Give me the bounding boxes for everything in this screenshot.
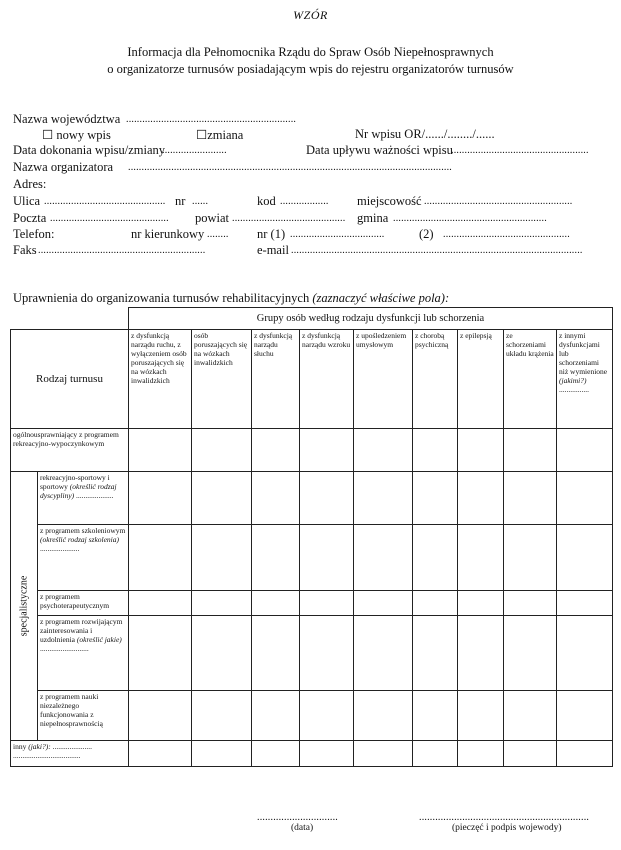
cell[interactable] (413, 741, 458, 767)
cell[interactable] (354, 472, 413, 525)
cell[interactable] (129, 741, 192, 767)
column-header-8-hint: (jakimi?) (559, 376, 587, 385)
commune-label: gmina (357, 211, 389, 225)
district-field[interactable]: .......................................... (232, 213, 346, 224)
cell[interactable] (354, 525, 413, 591)
street-label: Ulica (13, 194, 41, 208)
cell[interactable] (192, 429, 252, 472)
cell[interactable] (413, 591, 458, 616)
cell[interactable] (252, 616, 300, 691)
entry-date-label: Data dokonania wpisu/zmiany (13, 143, 166, 157)
new-entry-label: nowy wpis (56, 128, 111, 142)
cell[interactable] (413, 691, 458, 741)
column-header-3: z dysfunkcją narządu wzroku (300, 330, 354, 429)
phone2-label: (2) (419, 227, 434, 241)
table-row (11, 472, 613, 525)
cell[interactable] (192, 741, 252, 767)
cell[interactable] (557, 525, 613, 591)
entry-date-field[interactable]: ........................ (162, 145, 227, 156)
cell[interactable] (354, 429, 413, 472)
cell[interactable] (192, 691, 252, 741)
cell[interactable] (129, 472, 192, 525)
column-header-6: z epilepsją (458, 330, 504, 429)
cell[interactable] (504, 691, 557, 741)
document-title-line2: o organizatorze turnusów posiadającym wpis do rejestru organizatorów turnusów (107, 62, 514, 76)
table-row (11, 591, 613, 616)
email-label: e-mail (257, 243, 289, 257)
table-corner (11, 308, 129, 330)
cell[interactable] (252, 741, 300, 767)
column-header-4: z upośledzeniem umysłowym (354, 330, 413, 429)
phone1-label: nr (1) (257, 227, 286, 241)
cell[interactable] (354, 591, 413, 616)
cell[interactable] (458, 472, 504, 525)
cell[interactable] (129, 591, 192, 616)
fax-field[interactable]: .............................................................. (38, 245, 206, 256)
specialist-group-cell (11, 472, 38, 741)
row-label-interests: z programem rozwijającym zainteresowania i uzdolnienia (określić jakie) .......................... (38, 616, 129, 691)
cell[interactable] (300, 525, 354, 591)
document-title-line1: Informacja dla Pełnomocnika Rządu do Spraw Osób Niepełnosprawnych (127, 45, 494, 59)
cell[interactable] (504, 616, 557, 691)
date-signature-label: (data) (291, 823, 314, 833)
rodzaj-header: Rodzaj turnusu (11, 330, 129, 429)
column-header-2: z dysfunkcją narządu słuchu (252, 330, 300, 429)
new-entry-option[interactable] (42, 127, 111, 143)
cell[interactable] (300, 429, 354, 472)
watermark-label: WZÓR (293, 8, 328, 22)
cell[interactable] (192, 591, 252, 616)
column-header-7: ze schorzeniami układu krążenia (504, 330, 557, 429)
postcode-label: kod (257, 194, 276, 208)
cell[interactable] (354, 741, 413, 767)
house-number-field[interactable]: ...... (192, 196, 209, 207)
city-label: miejscowość (357, 194, 422, 208)
stamp-signature-label: (pieczęć i podpis wojewody) (452, 823, 562, 833)
cell[interactable] (557, 691, 613, 741)
cell[interactable] (192, 616, 252, 691)
cell[interactable] (129, 429, 192, 472)
column-header-8 (557, 330, 613, 429)
cell[interactable] (413, 429, 458, 472)
date-signature-line[interactable]: .............................. (257, 812, 338, 823)
area-code-field[interactable]: ........ (207, 229, 229, 240)
cell[interactable] (300, 741, 354, 767)
cell[interactable] (300, 472, 354, 525)
row-label-general: ogólnousprawniający z programem rekreacyjno-wypoczynkowym (11, 429, 129, 472)
voivodeship-label: Nazwa województwa (13, 112, 121, 126)
cell[interactable] (557, 591, 613, 616)
house-number-label: nr (175, 194, 186, 208)
cell[interactable] (557, 616, 613, 691)
cell[interactable] (252, 429, 300, 472)
voivodeship-field[interactable]: ............................................................... (126, 114, 297, 125)
address-label: Adres: (13, 177, 47, 191)
cell[interactable] (192, 472, 252, 525)
permissions-table (10, 307, 613, 767)
cell[interactable] (129, 616, 192, 691)
cell[interactable] (458, 591, 504, 616)
phone1-field[interactable]: ................................... (290, 229, 385, 240)
cell[interactable] (458, 741, 504, 767)
cell[interactable] (413, 472, 458, 525)
cell[interactable] (504, 429, 557, 472)
street-field[interactable]: ............................................. (44, 196, 166, 207)
city-field[interactable]: ....................................................... (424, 196, 573, 207)
email-field[interactable]: ............................................................................................................ (291, 245, 583, 256)
organizer-field[interactable]: ........................................................................................................................ (128, 162, 452, 173)
cell[interactable] (458, 429, 504, 472)
cell[interactable] (252, 591, 300, 616)
row-label-psychotherapy: z programem psychoterapeutycznym (38, 591, 129, 616)
new-entry-checkbox[interactable]: ☐ (42, 128, 54, 142)
cell[interactable] (458, 691, 504, 741)
column-header-1: osób poruszających się na wózkach inwalidzkich (192, 330, 252, 429)
row-label-other: inny (jaki?): ..................... .................................... (11, 741, 129, 767)
organizer-label: Nazwa organizatora (13, 160, 114, 174)
change-option[interactable] (196, 127, 243, 143)
table-row (11, 429, 613, 472)
column-header-8-dots: ................ (559, 385, 589, 394)
change-checkbox[interactable]: ☐ (196, 128, 208, 142)
cell[interactable] (413, 525, 458, 591)
cell[interactable] (557, 429, 613, 472)
group-header: Grupy osób według rodzaju dysfunkcji lub schorzenia (129, 308, 613, 330)
cell[interactable] (458, 525, 504, 591)
expiry-date-label: Data upływu ważności wpisu (306, 143, 453, 157)
cell[interactable] (557, 741, 613, 767)
cell[interactable] (504, 741, 557, 767)
stamp-signature-line[interactable]: ............................................................... (419, 812, 590, 823)
cell[interactable] (300, 691, 354, 741)
row-label-training: z programem szkoleniowym (określić rodzaj szkolenia) ..................... (38, 525, 129, 591)
cell[interactable] (129, 691, 192, 741)
row-label-independence: z programem nauki niezależnego funkcjonowania z niepełnosprawnością (38, 691, 129, 741)
permissions-title-hint: (zaznaczyć właściwe pola): (312, 291, 450, 305)
permissions-title-text: Uprawnienia do organizowania turnusów rehabilitacyjnych (13, 291, 310, 305)
permissions-title (13, 291, 449, 306)
post-office-field[interactable]: ............................................ (50, 213, 169, 224)
table-row (11, 691, 613, 741)
table-row (11, 616, 613, 691)
table-row (11, 525, 613, 591)
cell[interactable] (354, 691, 413, 741)
commune-field[interactable]: ......................................................... (393, 213, 547, 224)
phone-label: Telefon: (13, 227, 55, 241)
table-row (11, 741, 613, 767)
cell[interactable] (300, 616, 354, 691)
cell[interactable] (413, 616, 458, 691)
column-header-0: z dysfunkcją narządu ruchu, z wyłączeniem osób poruszających się na wózkach inwalidzkich (129, 330, 192, 429)
cell[interactable] (504, 525, 557, 591)
column-header-8-text: z innymi dysfunkcjami lub schorzeniami niż wymienione (559, 331, 608, 376)
cell[interactable] (192, 525, 252, 591)
cell[interactable] (354, 616, 413, 691)
phone2-field[interactable]: ............................................... (443, 229, 570, 240)
cell[interactable] (252, 525, 300, 591)
cell[interactable] (458, 616, 504, 691)
cell[interactable] (252, 472, 300, 525)
specialist-label: specjalistyczne (18, 575, 30, 637)
cell[interactable] (504, 472, 557, 525)
district-label: powiat (195, 211, 230, 225)
cell[interactable] (504, 591, 557, 616)
postcode-field[interactable]: .................. (280, 196, 329, 207)
cell[interactable] (557, 472, 613, 525)
column-header-5: z chorobą psychiczną (413, 330, 458, 429)
post-office-label: Poczta (13, 211, 47, 225)
area-code-label: nr kierunkowy (131, 227, 205, 241)
entry-number-field[interactable]: Nr wpisu OR/....../......../...... (355, 127, 495, 141)
cell[interactable] (129, 525, 192, 591)
cell[interactable] (300, 591, 354, 616)
cell[interactable] (252, 691, 300, 741)
change-label: zmiana (207, 128, 244, 142)
row-label-sport: rekreacyjno-sportowy i sportowy (określić rodzaj dyscypliny) .................... (38, 472, 129, 525)
fax-label: Faks (13, 243, 37, 257)
expiry-date-field[interactable]: ................................................... (451, 145, 589, 156)
